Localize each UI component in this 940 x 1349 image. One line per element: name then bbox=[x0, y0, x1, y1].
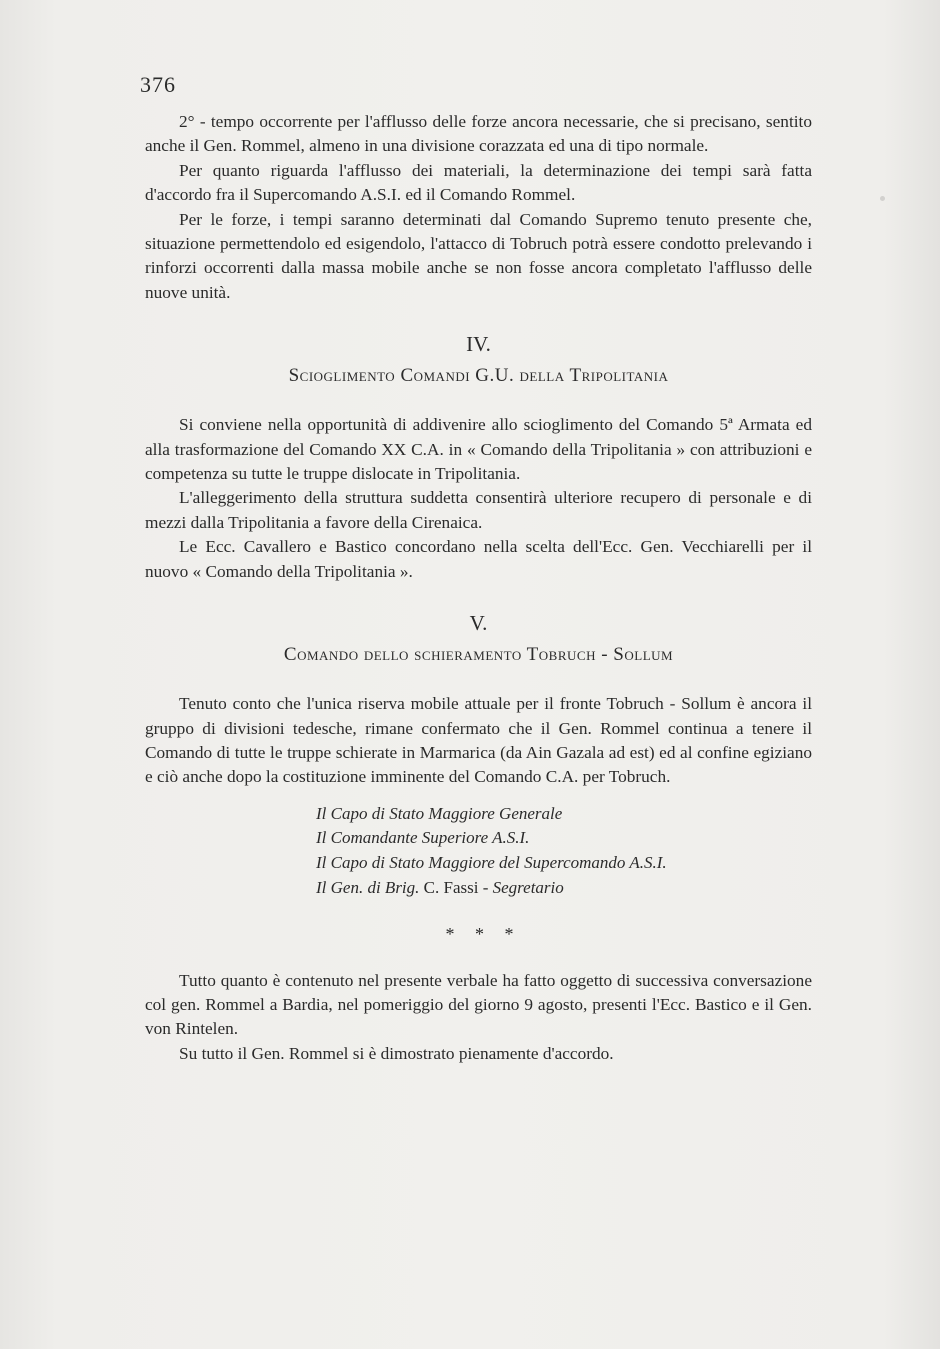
section-iv-paragraph-3: Le Ecc. Cavallero e Bastico concordano nella scelta dell'Ecc. Gen. Vecchiarelli per il nuovo « Comando della Tripolitania ». bbox=[145, 537, 812, 581]
signature-line-1: Il Capo di Stato Maggiore Generale bbox=[316, 803, 563, 823]
section-iv-paragraph-1: Si conviene nella opportunità di addivenire allo scioglimento del Comando 5ª Armata ed alla trasformazione del Comando XX C.A. in « Comando della Tripolitania » con attribuzioni e competenza su tutte le truppe dislocate in Tripolitania. bbox=[145, 415, 812, 484]
intro-paragraph-1: 2° - tempo occorrente per l'afflusso delle forze ancora necessarie, che si precisano, sentito anche il Gen. Rommel, almeno in una divisione corazzata ed una di tipo normale. bbox=[145, 112, 812, 156]
signature-line-4 bbox=[316, 876, 812, 901]
section-iv-paragraph-2: L'alleggerimento della struttura suddetta consentirà ulteriore recupero di personale e di mezzi dalla Tripolitania a favore della Cirenaica. bbox=[145, 488, 812, 532]
scan-speck bbox=[880, 196, 885, 201]
section-v-numeral: V. bbox=[469, 611, 488, 636]
intro-paragraph-3: Per le forze, i tempi saranno determinati dal Comando Supremo tenuto presente che, situazione permettendolo ed esigendolo, l'attacco di Tobruch potrà essere condotto prelevando i rinforzi occorrenti dalla massa mobile anche se non fosse ancora completato l'afflusso delle nuove unità. bbox=[145, 209, 812, 302]
secretary-dash: - bbox=[478, 877, 493, 897]
secretary-name: C. Fassi bbox=[423, 877, 479, 897]
document-body bbox=[145, 110, 812, 1066]
section-v-title: Comando dello schieramento Tobruch - Sollum bbox=[283, 644, 674, 666]
page-number: 376 bbox=[140, 72, 176, 97]
secretary-prefix: Il Gen. di Brig. bbox=[316, 877, 420, 897]
secretary-role: Segretario bbox=[492, 877, 564, 897]
section-v-paragraph-1: Tenuto conto che l'unica riserva mobile attuale per il fronte Tobruch - Sollum è ancora il gruppo di divisioni tedesche, rimane confermato che il Gen. Rommel continua a tenere il Comando di tutte le truppe schierate in Marmarica (da Ain Gazala ad est) ed al confine egiziano e ciò anche dopo la costituzione imminente del Comando C.A. per Tobruch. bbox=[145, 694, 812, 787]
section-iv-title: Scioglimento Comandi G.U. della Tripolitania bbox=[288, 365, 669, 387]
intro-paragraph-2: Per quanto riguarda l'afflusso dei materiali, la determinazione dei tempi sarà fatta d'accordo fra il Supercomando A.S.I. ed il Comando Rommel. bbox=[145, 160, 812, 205]
signature-block bbox=[316, 802, 812, 900]
closing-paragraph-1: Tutto quanto è contenuto nel presente verbale ha fatto oggetto di successiva conversazione col gen. Rommel a Bardia, nel pomeriggio del giorno 9 agosto, presenti l'Ecc. Bastico e il Gen. von Rintelen. bbox=[145, 970, 812, 1039]
section-iv-numeral: IV. bbox=[466, 332, 491, 357]
closing-paragraph-2: Su tutto il Gen. Rommel si è dimostrato pienamente d'accordo. bbox=[179, 1043, 614, 1063]
signature-line-2: Il Comandante Superiore A.S.I. bbox=[316, 828, 530, 848]
signature-line-3: Il Capo di Stato Maggiore del Supercomando A.S.I. bbox=[316, 852, 667, 872]
asterism-separator: * * * bbox=[445, 924, 522, 945]
